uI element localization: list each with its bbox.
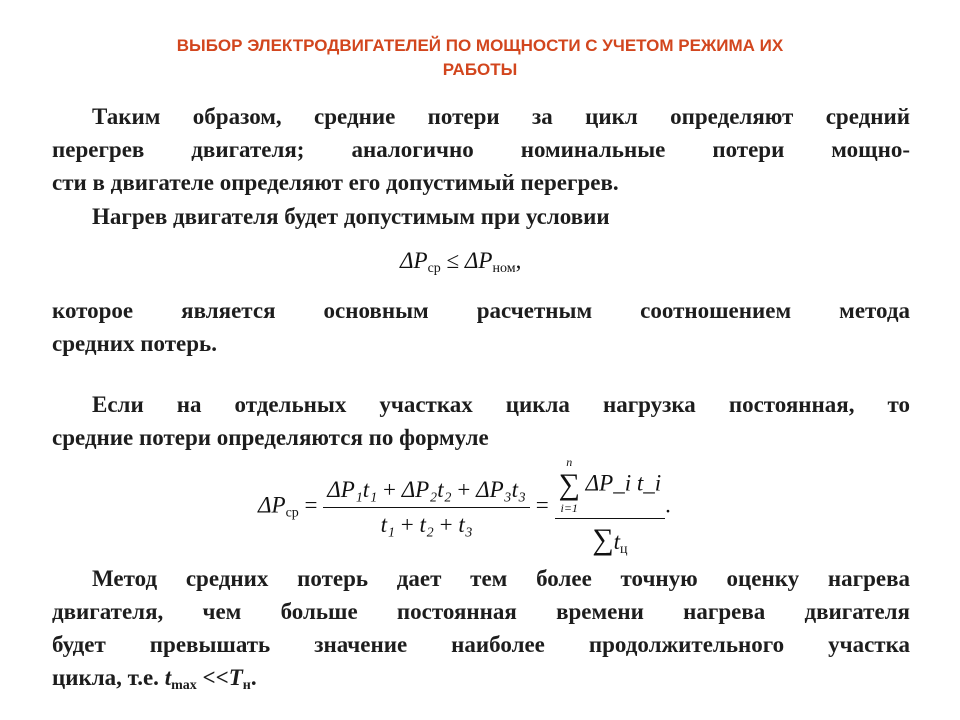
paragraph-method-accuracy (52, 562, 910, 702)
sum-body: ΔP_i t_i (585, 470, 662, 496)
plus-sign: + (382, 476, 396, 502)
fraction-numerator (323, 477, 530, 508)
den-term-2: t₂ (419, 511, 434, 537)
formula2-trail: . (665, 492, 671, 518)
formula2-fraction-sum (555, 456, 666, 558)
slide-title-line-2: РАБОТЫ (442, 60, 518, 79)
text-line: Если на отдельных участках цикла нагрузка постоянная, то (92, 392, 910, 417)
plus-sign: + (400, 511, 414, 537)
sum-denominator (555, 519, 666, 558)
text-line: перегрев двигателя; аналогично номинальные потери мощно- (52, 137, 910, 162)
formula2-fraction-explicit (323, 477, 530, 538)
var-t: t (164, 665, 172, 690)
text-line: двигателя, чем больше постоянная времени нагрева двигателя (52, 599, 910, 624)
num-term-3: ΔP₃t₃ (476, 476, 527, 502)
slide-title-line-1: ВЫБОР ЭЛЕКТРОДВИГАТЕЛЕЙ ПО МОЩНОСТИ С УЧЕТОМ РЕЖИМА ИХ (176, 36, 784, 55)
text-line: будет превышать значение наиболее продолжительного участка (52, 632, 910, 657)
formula2-lhs-sub: ср (285, 505, 299, 521)
formula-trail: , (515, 248, 522, 273)
last-prefix: цикла, т.е. (52, 665, 159, 690)
num-term-2: ΔP₂t₂ (401, 476, 452, 502)
formula-rhs-sub: ном (492, 261, 516, 276)
den-sum-sub: ц (619, 542, 628, 557)
paragraph-condition (52, 200, 910, 233)
formula2-eq-2: = (535, 492, 549, 518)
sum-lower-limit: i=1 (560, 501, 578, 515)
sum-upper-limit: n (566, 455, 573, 469)
text-line: Таким образом, средние потери за цикл определяют средний (92, 104, 910, 129)
formula-relation: ≤ (446, 248, 460, 273)
paragraph-main-relation (52, 294, 910, 360)
slide-title (80, 34, 880, 82)
num-term-1: ΔP₁t₁ (327, 476, 378, 502)
den-term-3: t₃ (458, 511, 473, 537)
relation-much-less: << (202, 665, 229, 690)
var-T: T (228, 665, 243, 690)
text-line: средних потерь. (52, 331, 217, 356)
formula-average-losses (258, 456, 671, 558)
sum-numerator (555, 456, 666, 519)
den-term-1: t₁ (380, 511, 395, 537)
text-line: которое является основным расчетным соотношением метода (52, 298, 910, 323)
formula-rhs: ΔP (464, 248, 493, 273)
formula-condition (400, 248, 521, 277)
paragraph-constant-load (52, 388, 910, 454)
formula2-lhs: ΔP (258, 492, 286, 518)
text-line: сти в двигателе определяют его допустимый перегрев. (52, 170, 619, 195)
paragraph-losses-cycle (52, 100, 910, 199)
sigma-icon: ∑ (592, 523, 614, 556)
sigma-icon: ∑ (558, 468, 580, 501)
formula2-eq: = (304, 492, 318, 518)
text-line: Нагрев двигателя будет допустимым при условии (92, 204, 610, 229)
text-line-last (52, 661, 910, 702)
var-T-sub: н (242, 678, 251, 693)
text-line: средние потери определяются по формуле (52, 425, 489, 450)
sum-operator (559, 456, 580, 514)
plus-sign: + (457, 476, 471, 502)
text-line: Метод средних потерь дает тем более точную оценку нагрева (92, 566, 910, 591)
formula-lhs: ΔP (400, 248, 428, 273)
last-trail: . (250, 665, 257, 690)
den-sum-body: t (613, 529, 620, 554)
var-t-sub: max (171, 678, 197, 693)
plus-sign: + (439, 511, 453, 537)
formula-lhs-sub: ср (427, 261, 441, 276)
fraction-denominator (323, 508, 530, 538)
